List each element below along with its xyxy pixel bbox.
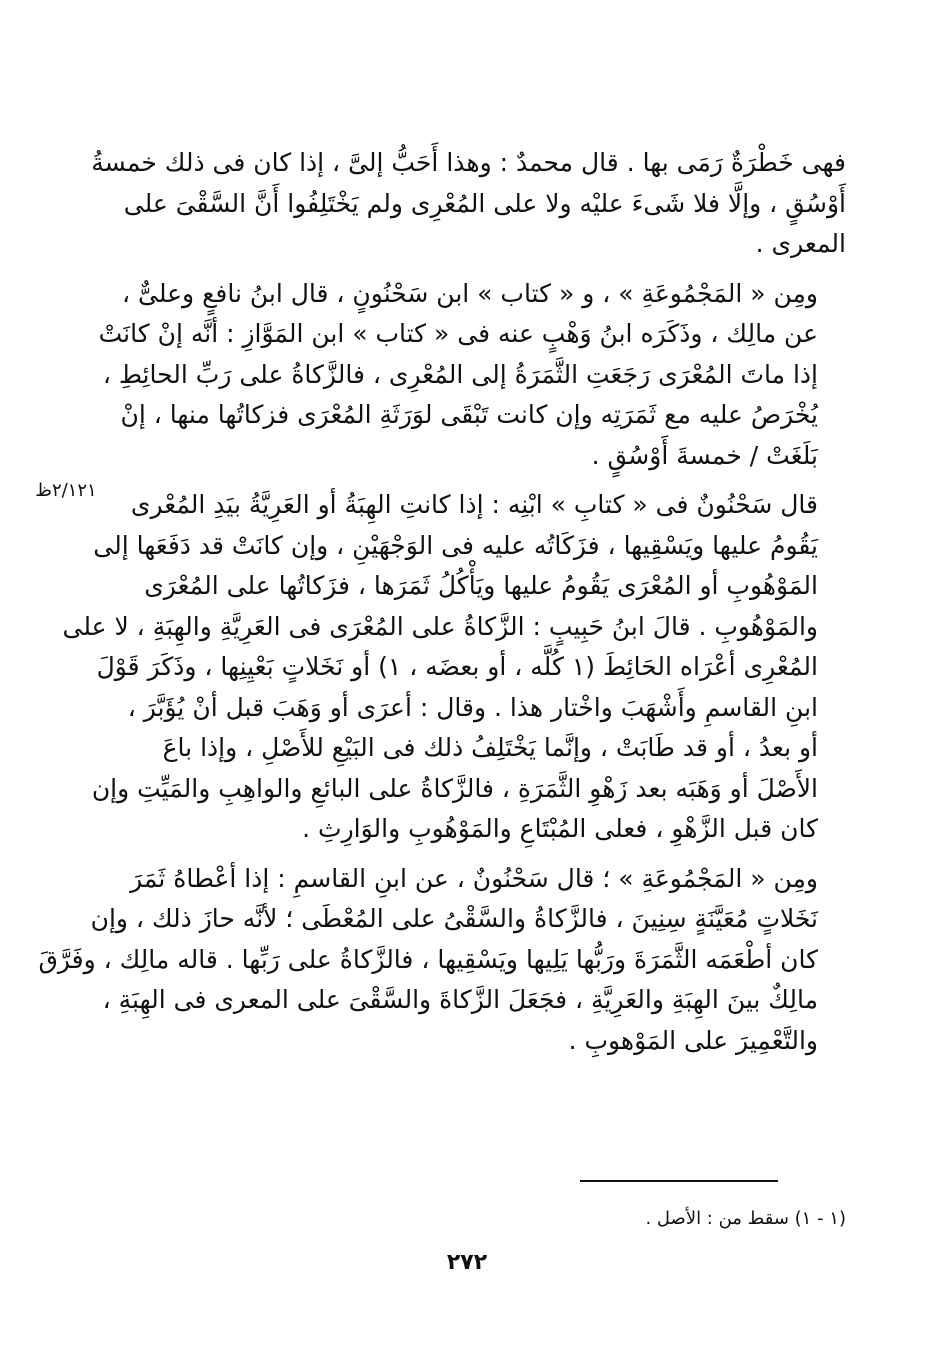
footnote-divider: [580, 1180, 778, 1182]
footnote: (١ - ١) سقط من : الأصل .: [645, 1208, 846, 1229]
text-line: كان قبل الزَّهْوِ ، فعلى المُبْتَاعِ والمَوْهُوبِ والوَارِثِ .: [302, 814, 818, 843]
text-line: قال سَحْنُونٌ فى « كتابِ » ابْنِه : إذا كانتِ الهِبَةُ أو العَرِيَّةُ بيَدِ المُعْرى: [130, 490, 818, 519]
text-line: أَوْسُقٍ ، وإلَّا فلا شَىءَ عليْه ولا على المُعْرِى ولم يَخْتَلِفُوا أَنَّ السَّقْىَ على: [123, 188, 846, 218]
text-line: الأَصْلَ أو وَهَبَه بعد زَهْوِ الثَّمَرَةِ ، فالزَّكاةُ على البائعِ والواهِبِ والمَيِّتِ وإن: [91, 773, 818, 803]
text-line: كان أطْعَمَه الثَّمَرَةَ ورَبُّها يَلِيها ويَسْقِيها ، فالزَّكاةُ على رَبِّها . قاله مالِك ، وفَرَّقَ: [38, 944, 818, 974]
paragraph-2: [98, 274, 846, 477]
paragraph-3: [62, 485, 846, 850]
text-line: ومِن « المَجْمُوعَةِ » ، و « كتاب » ابن سَحْنُونٍ ، قال ابنُ نافعٍ وعلىٌّ ،: [122, 278, 818, 308]
text-line: المُعْرِى أعْرَاه الحَائِطَ (١ كُلَّه ، أو بعضَه ، ١) أو نَخَلاتٍ بَعْيِنِها ، وذَكَرَ قَوْلَ: [96, 652, 818, 681]
text-line: فهى خَطْرَةٌ رَمَى بها . قال محمدٌ : وهذا أَحَبُّ إلىَّ ، إذا كان فى ذلك خمسةُ: [91, 148, 846, 177]
text-line: يَقُومُ عليها ويَسْقِيها ، فزَكَاتُه عليه فى الوَجْهَيْنِ ، وإن كانَتْ قد دَفَعَها إلى: [93, 530, 818, 560]
text-line: بَلَغَتْ / خمسةَ أَوْسُقٍ .: [591, 440, 818, 470]
text-line: ابنِ القاسمِ وأَشْهَبَ واخْتار هذا . وقال : أعرَى أو وَهَبَ قبل أنْ يُؤَبَّرَ ،: [127, 692, 818, 722]
text-line: والتَّعْمِيرَ على المَوْهوبِ .: [568, 1025, 818, 1055]
text-line: المَوْهُوبِ أو المُعْرَى يَقُومُ عليها ويَأْكُلُ ثَمَرَها ، فزَكاتُها على المُعْرَى: [144, 571, 818, 600]
text-line: إذا ماتَ المُعْرَى رَجَعَتِ الثَّمَرَةُ إلى المُعْرِى ، فالزَّكاةُ على رَبِّ الحائِطِ ،: [102, 359, 818, 389]
text-line: والمَوْهُوبِ . قالَ ابنُ حَبِيبٍ : الزَّكاةُ على المُعْرَى فى العَرِيَّةِ والهِبَةِ ، لا على: [62, 611, 818, 641]
text-line: المعرى .: [755, 229, 846, 258]
text-line: أو بعدُ ، أو قد طَابَتْ ، وإنَّما يَخْتَلِفُ ذلك فى البَيْعِ للأَصْلِ ، وإذا باعَ: [162, 733, 818, 762]
paragraph-1: [91, 143, 846, 265]
page-number: ٢٧٢: [446, 1250, 488, 1275]
margin-folio-reference: ٢/١٢١ظ: [35, 480, 97, 501]
paragraph-4: [38, 859, 846, 1062]
text-line: يُخْرَصُ عليه مع ثَمَرَتِه وإن كانت تَبْقَى لوَرَثَةِ المُعْرَى فزكاتُها منها ، إنْ: [120, 400, 818, 429]
text-line: مالِكٌ بينَ الهِبَةِ والعَرِيَّةِ ، فجَعَلَ الزَّكاةَ والسَّقْىَ على المعرى فى الهِبَةِ ،: [102, 985, 818, 1014]
text-line: نَخَلاتٍ مُعَيَّنَةٍ سِنِينَ ، فالزَّكاةُ والسَّقْىُ على المُعْطَى ؛ لأنَّه حازَ ذلك ، وإن: [90, 904, 818, 933]
text-line: عن مالِك ، وذَكَرَه ابنُ وَهْبٍ عنه فى « كتاب » ابن المَوَّازِ : أنَّه إنْ كانَتْ: [98, 319, 818, 348]
text-line: ومِن « المَجْمُوعَةِ » ؛ قال سَحْنُونٌ ، عن ابنِ القاسمِ : إذا أعْطاهُ ثَمَرَ: [130, 863, 818, 893]
